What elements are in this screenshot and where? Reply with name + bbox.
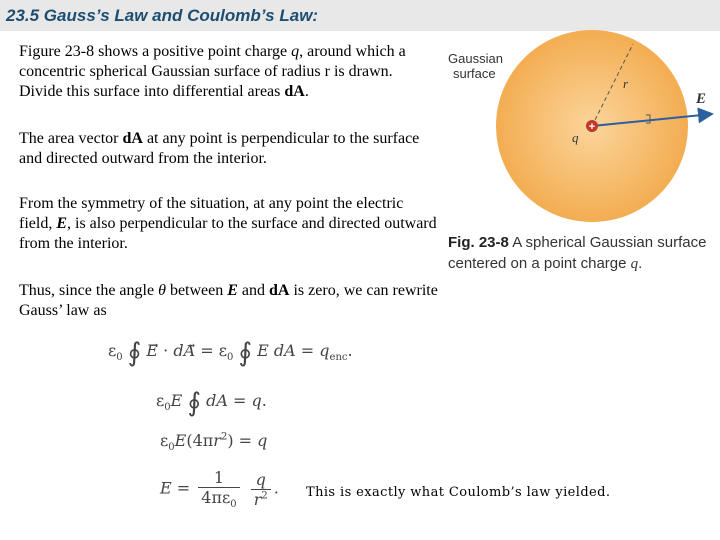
symbol-dA: dA [284,83,305,100]
caption-symbol-q: q [630,256,639,272]
equation-gauss-law: $\varepsilon_0$ ∮ E⃗ · dA⃗ = $\varepsilon_0$ ∮ E dA = $q_{enc}$. [108,338,353,368]
equation-e-integral: $\varepsilon_0E$ ∮ dA = q. [156,388,267,418]
slide-title: 23.5 Gauss’s Law and Coulomb’s Law: [0,0,720,31]
charge-label: q [572,130,579,145]
symbol-E: E [227,282,238,299]
symbol-q: q [291,43,300,60]
charge-sign: + [588,121,596,133]
text-segment: , is also perpendicular to the surface and directed outward from the interior. [19,215,437,252]
symbol-theta: θ [158,282,166,299]
text-segment: From the symmetry of the situation, at any point the electric field, [19,195,404,232]
text-segment: Thus, since the angle [19,282,159,299]
symbol-E: E [56,215,67,232]
paragraph-rewrite-gauss [19,281,439,321]
equation-e-area: $\varepsilon_0E(4\pi r^2) = q$ [160,431,268,454]
gaussian-label-line2: surface [453,66,496,81]
paragraph-area-vector [19,129,439,169]
gaussian-label-line1: Gaussian [448,51,503,66]
paragraph-symmetry [19,194,439,254]
text-segment: . [304,83,309,100]
text-segment: is zero, we can rewrite Gauss’ law as [19,282,438,319]
text-segment: Figure 23-8 shows a positive point charge [19,43,292,60]
symbol-dA: dA [122,130,143,147]
text-segment: between [165,282,228,299]
text-segment: at any point is perpendicular to the surface and directed outward from the interior. [19,130,420,167]
equation-coulomb: E = $\frac{1}{4\pi\varepsilon_0}$ $\frac{q}{r^2}$ . [160,468,279,511]
caption-text: . [638,255,643,272]
figure-caption [448,232,718,275]
field-label: E [696,91,707,107]
paragraph-figure-description [19,42,439,102]
radius-label: r [623,76,629,91]
figure-number: Fig. 23-8 [448,234,509,251]
text-segment: and [237,282,270,299]
conclusion-note: This is exactly what Coulomb’s law yielded. [306,485,611,500]
text-segment: The area vector [19,130,123,147]
text-segment: , around which a concentric spherical Gaussian surface of radius r is drawn. Divide this surface into differential areas [19,43,406,100]
caption-text: A spherical Gaussian surface centered on a point charge [448,234,707,272]
symbol-dA: dA [269,282,290,299]
